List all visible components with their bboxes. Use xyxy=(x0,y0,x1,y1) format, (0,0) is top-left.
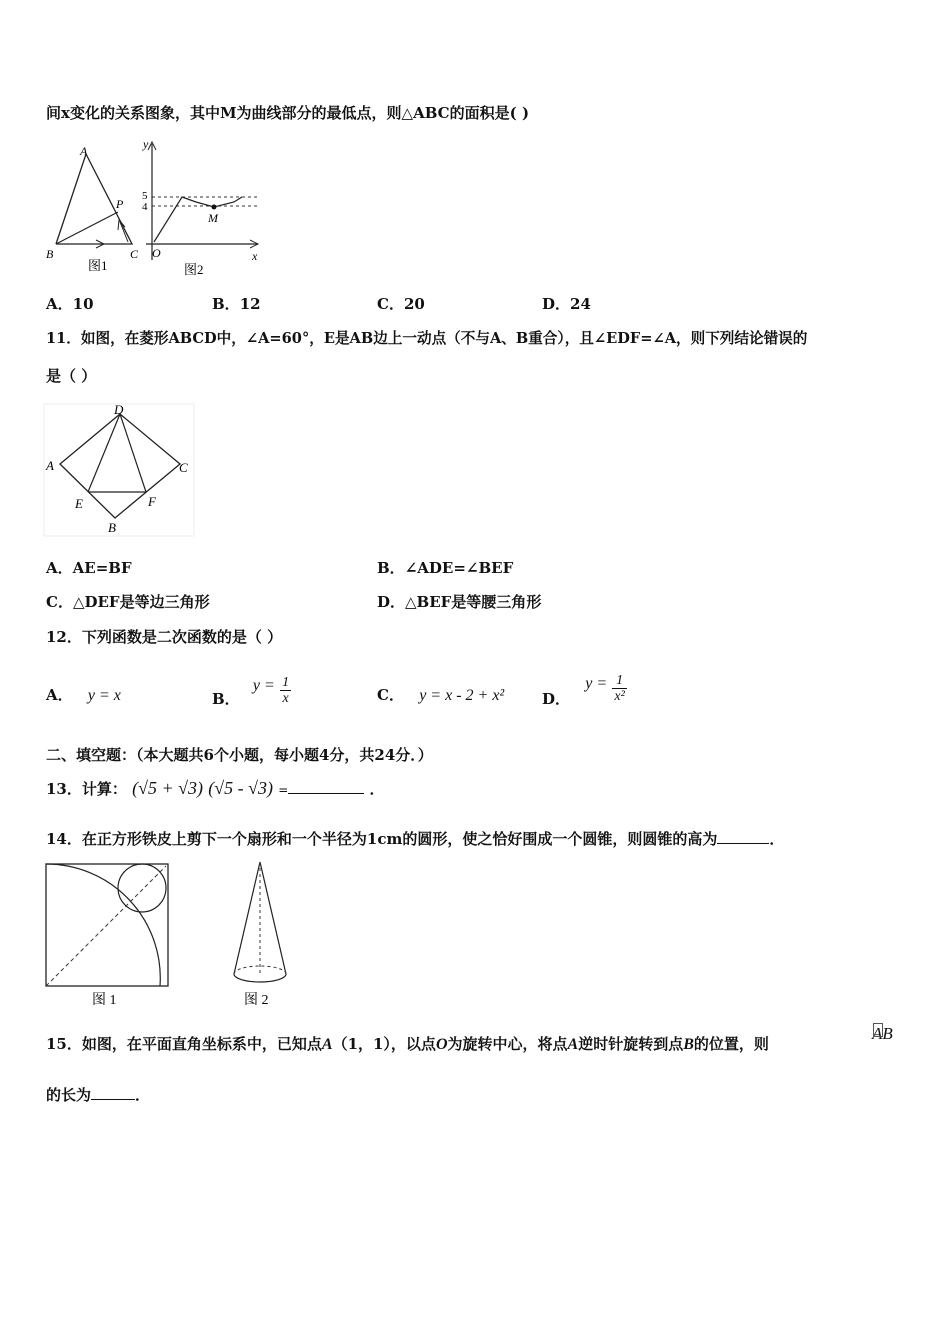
formula-a: y = x xyxy=(87,687,121,704)
q10-stem: 间x变化的关系图象，其中M为曲线部分的最低点，则△ABC的面积是( ) xyxy=(46,104,530,122)
arc-mark-icon xyxy=(873,1023,883,1037)
q13-answer-blank[interactable] xyxy=(288,779,364,794)
q11-rhombus-figure xyxy=(40,402,200,540)
formula-q13-b: (√5 - √3) xyxy=(208,778,273,798)
q12-option-b[interactable]: B． y = $\frac{1}{x}$ xyxy=(212,674,290,708)
formula-c: y = x - 2 + x² xyxy=(419,687,505,704)
q15-line2: 的长为 ． xyxy=(46,1086,151,1104)
sector-arc xyxy=(46,864,160,986)
q11-stem-line2: 是（ ） xyxy=(46,367,97,385)
q11-option-c[interactable]: C．△DEF是等边三角形 xyxy=(46,593,210,611)
small-circle xyxy=(118,864,166,912)
q10-figure-1 xyxy=(40,140,140,280)
q11-option-b[interactable]: B．∠ADE=∠BEF xyxy=(377,559,514,577)
cone-base-front xyxy=(234,974,286,982)
q14-answer-blank[interactable] xyxy=(717,829,769,844)
q13-line: 13．计算： (√5 + √3) (√5 - √3) = ． xyxy=(46,778,385,798)
q11-option-a[interactable]: A．AE=BF xyxy=(46,559,132,577)
label-b: B xyxy=(46,247,54,261)
label-c: C xyxy=(179,460,188,475)
label-d: D xyxy=(114,402,124,417)
cone-left-side xyxy=(234,862,260,974)
q12-option-c[interactable]: C． y = x - 2 + x² xyxy=(377,686,505,704)
q10-figure-2 xyxy=(138,136,268,280)
arrow-cp xyxy=(120,222,128,242)
q10-option-a[interactable]: A．10 xyxy=(46,295,94,313)
point-m xyxy=(212,205,217,210)
q14-stem: 14．在正方形铁皮上剪下一个扇形和一个半径为1cm的圆形，使之恰好围成一个圆锥，则圆锥的高为 ． xyxy=(46,830,785,848)
caption-fig1: 图 1 xyxy=(92,993,117,1008)
caption-fig1: 图1 xyxy=(88,258,108,273)
q14-figure-1 xyxy=(40,858,180,1012)
fraction-one-over-x-squared: $\frac{1}{\text{x²}}$ xyxy=(614,672,625,704)
q11-option-d[interactable]: D．△BEF是等腰三角形 xyxy=(377,593,542,611)
label-p: P xyxy=(116,197,124,211)
cone-right-side xyxy=(260,862,286,974)
label-y: y xyxy=(143,137,149,151)
segment-de xyxy=(88,414,120,492)
q11-stem-line1: 11．如图，在菱形ABCD中，∠A=60°，E是AB边上一动点（不与A、B重合），且∠EDF=∠A，则下列结论错误的 xyxy=(46,330,808,347)
q10-option-b[interactable]: B．12 xyxy=(212,295,261,313)
label-5: 5 xyxy=(142,190,148,202)
fraction-one-over-x: $\frac{1}{x}$ xyxy=(282,674,290,706)
label-4: 4 xyxy=(142,201,148,213)
q10-option-d[interactable]: D．24 xyxy=(542,295,591,313)
q12-stem: 12．下列函数是二次函数的是（ ） xyxy=(46,628,283,646)
label-c: C xyxy=(130,247,139,261)
label-a: A xyxy=(80,144,88,158)
q15-answer-blank[interactable] xyxy=(91,1085,135,1100)
segment-df xyxy=(120,414,146,492)
label-a: A xyxy=(46,458,54,473)
label-b: B xyxy=(108,520,116,535)
label-m: M xyxy=(208,211,218,225)
caption-fig2: 图2 xyxy=(184,262,204,277)
section-2-title: 二、填空题：（本大题共6个小题，每小题4分，共24分．） xyxy=(46,746,433,764)
q12-option-a[interactable]: A． y = x xyxy=(46,686,121,704)
caption-fig2: 图 2 xyxy=(244,993,269,1008)
formula-q13-a: (√5 + √3) xyxy=(132,778,204,798)
graph-curve xyxy=(154,197,242,242)
arc-ab-symbol: AB xyxy=(872,1024,893,1043)
label-x: x xyxy=(252,249,258,263)
q10-option-c[interactable]: C．20 xyxy=(377,295,425,313)
q12-option-d[interactable]: D． y = $\frac{1}{\text{x²}}$ xyxy=(542,672,625,708)
q15-stem: 15．如图，在平面直角坐标系中，已知点A（1，1），以点O为旋转中心，将点A逆时针旋转到点B的位置，则 xyxy=(46,1035,769,1053)
label-o: O xyxy=(152,246,161,260)
label-e: E xyxy=(75,496,83,511)
label-f: F xyxy=(148,494,156,509)
q14-figure-2 xyxy=(222,858,302,1012)
